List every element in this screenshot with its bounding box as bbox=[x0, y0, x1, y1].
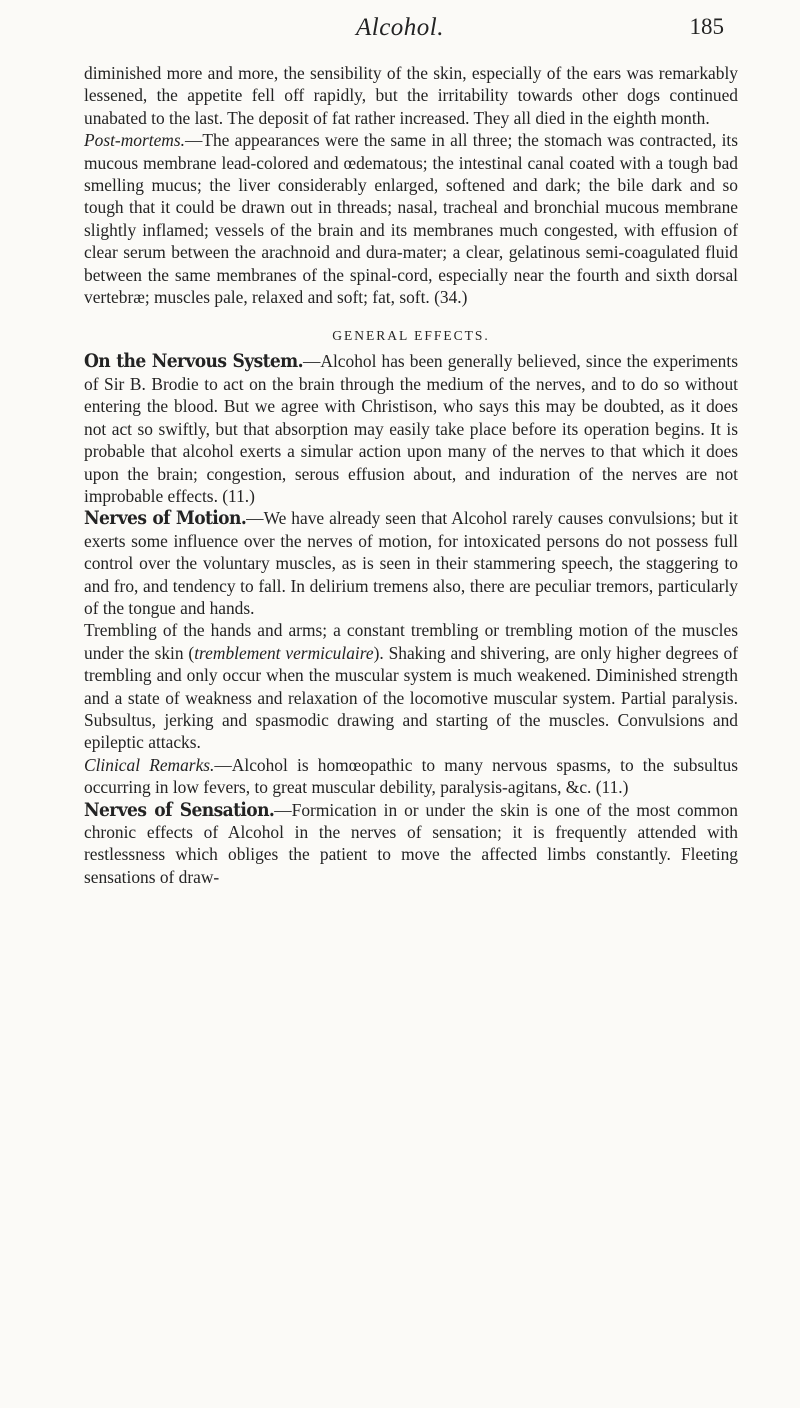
paragraph-nerves-of-sensation bbox=[84, 799, 738, 889]
paragraph-clinical-remarks bbox=[84, 754, 738, 799]
paragraph-text: —Alcohol has been generally believed, since the experiments of Sir B. Brodie to act on the brain through the medium of the nerves, and to do so without entering the blood. But we agree with Christison, who says this may be doubted, as it does not act so swiftly, but that absorption may easily take place before its operation begins. It is probable that alcohol exerts a simular action upon many of the nerves to that which it does upon the brain; congestion, serous effusion about, and induration of the nerves are not improbable effects. (11.) bbox=[84, 351, 738, 506]
run-in-heading-nerves-of-sensation: Nerves of Sensation. bbox=[84, 798, 275, 821]
paragraph-experiment-result bbox=[84, 62, 738, 129]
run-in-heading-clinical-remarks: Clinical Remarks. bbox=[84, 754, 215, 775]
paragraph-text: ). Shaking and shivering, are only higher degrees of trembling and only occur when the muscular system is much weakened. Diminished strength and a state of weakness and relaxation of the locomotive muscular system. Partial paralysis. Subsultus, jerking and spasmodic drawing and starting of the muscles. Convulsions and epileptic attacks. bbox=[84, 642, 738, 753]
paragraph-nervous-system bbox=[84, 350, 738, 507]
run-in-heading-nervous-system: On the Nervous System. bbox=[84, 350, 303, 373]
paragraph-post-mortems bbox=[84, 129, 738, 308]
paragraph-nerves-of-motion bbox=[84, 507, 738, 619]
paragraph-text: Trembling of the hands and arms; a constant trembling or trembling motion of the muscles under the skin ( bbox=[84, 620, 738, 663]
running-head-title: Alcohol. bbox=[355, 14, 444, 41]
paragraph-text: —The appearances were the same in all three; the stomach was contracted, its mucous membrane lead-colored and œdematous; the intestinal canal coated with a tough bad smelling mucus; the liver considerably enlarged, softened and dark; the bile dark and so tough that it could be drawn out in threads; nasal, tracheal and bronchial mucous membrane slightly inflamed; vessels of the brain and its membranes much congested, with effusion of clear serum between the arachnoid and dura-mater; a clear, gelatinous semi-coagulated fluid between the same membranes of the spinal-cord, especially near the fourth and sixth dorsal vertebræ; muscles pale, relaxed and soft; fat, soft. (34.) bbox=[84, 130, 738, 308]
paragraph-text: —Alcohol is homœopathic to many nervous spasms, to the subsultus occurring in low fevers, to great muscular debility, paralysis-agitans, &c. (11.) bbox=[84, 754, 738, 798]
running-head bbox=[0, 10, 800, 50]
body-text bbox=[84, 62, 738, 888]
page-number: 185 bbox=[689, 14, 724, 39]
paragraph-text: —We have already seen that Alcohol rarely causes convulsions; but it exerts some influence over the nerves of motion, for intoxicated persons do not possess full control over the voluntary muscles, as is seen in their stammering speech, the staggering to and fro, and tendency to fall. In delirium tremens also, there are peculiar tremors, particularly of the tongue and hands. bbox=[84, 508, 738, 618]
run-in-heading-post-mortems: Post-mortems. bbox=[84, 130, 185, 151]
run-in-heading-nerves-of-motion: Nerves of Motion. bbox=[84, 507, 247, 530]
paragraph-text: —Formication in or under the skin is one of the most common chronic effects of Alcohol in the nerves of sensation; it is frequently attended with restlessness which obliges the patient to move the affected limbs constantly. Fleeting sensations of draw- bbox=[84, 799, 738, 887]
section-heading-general-effects: GENERAL EFFECTS. bbox=[332, 328, 490, 344]
italic-term: tremblement vermiculaire bbox=[194, 642, 374, 663]
paragraph-trembling bbox=[84, 619, 738, 753]
paragraph-text: diminished more and more, the sensibility of the skin, especially of the ears was remarkably lessened, the appetite fell off rapidly, but the irritability towards other dogs continued unabated to the last. The deposit of fat rather increased. They all died in the eighth month. bbox=[84, 63, 738, 128]
